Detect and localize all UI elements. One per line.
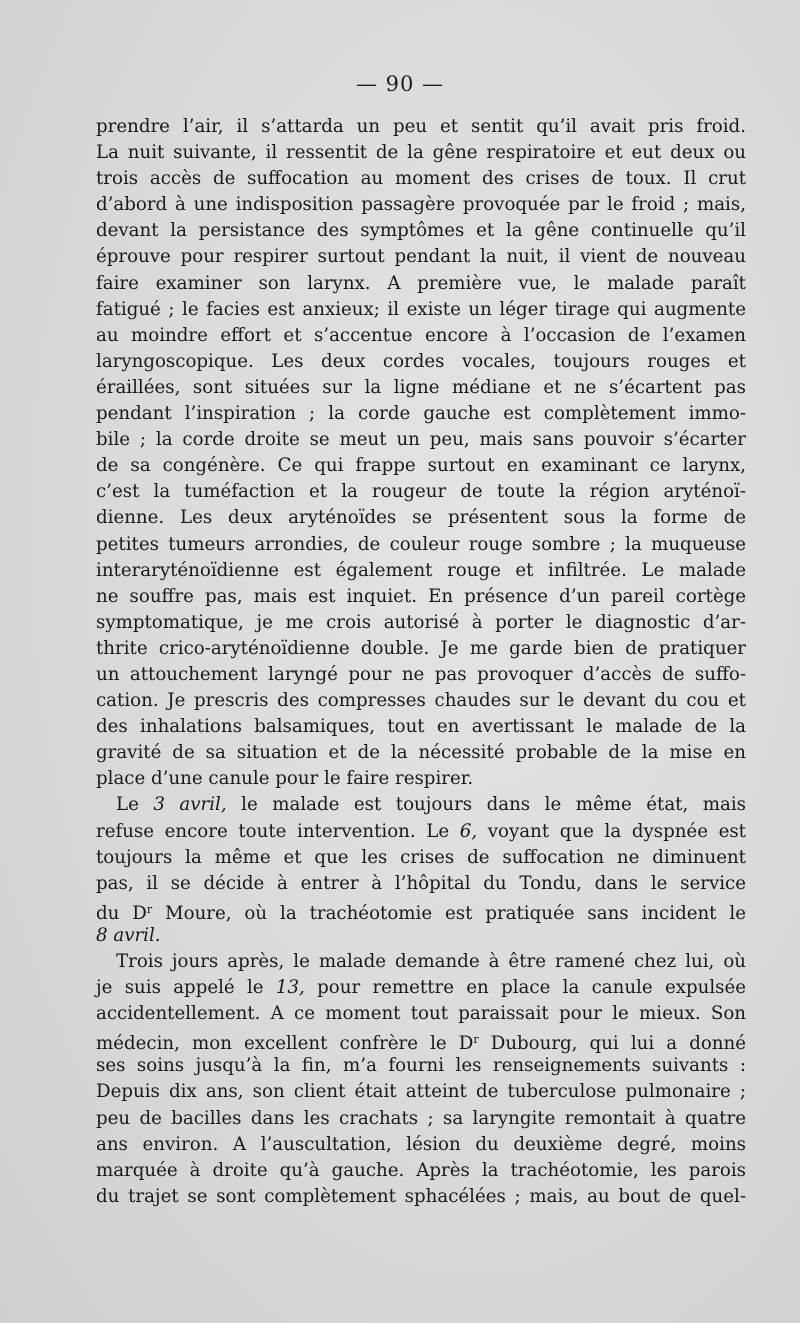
text-line [96, 662, 746, 688]
text-line [96, 792, 746, 818]
text-line-post: voyant que la dyspnée est [477, 820, 746, 842]
text-line [96, 349, 746, 375]
text-line-text: fatigué ; le facies est anxieux; il existe un léger tirage qui augmente [96, 298, 746, 320]
text-line-text: interaryténoïdienne est également rouge et infiltrée. Le malade [96, 559, 746, 581]
text-line [96, 1053, 746, 1079]
text-line-pre: Le [116, 794, 154, 816]
text-line-post: pour remettre en place la canule expulsée [304, 977, 746, 999]
text-line [96, 1001, 746, 1027]
text-line-text: dienne. Les deux aryténoïdes se présentent sous la forme de [96, 507, 746, 529]
text-line [96, 845, 746, 871]
text-line-text: ne souffre pas, mais est inquiet. En présence d’un pareil cortège [96, 585, 746, 607]
text-line [96, 192, 746, 218]
text-line [96, 610, 746, 636]
text-line [96, 479, 746, 505]
text-line [96, 271, 746, 297]
text-line [96, 140, 746, 166]
text-line [96, 244, 746, 270]
text-line-text: accidentellement. A ce moment tout paraissait pour le mieux. Son [96, 1003, 746, 1025]
text-line-pre: refuse encore toute intervention. Le [96, 820, 460, 842]
text-line [96, 297, 746, 323]
text-line [96, 897, 746, 923]
text-line [96, 740, 746, 766]
text-line-text: La nuit suivante, il ressentit de la gêne respiratoire et eut deux ou [96, 142, 746, 164]
text-line [96, 1079, 746, 1105]
text-line-sup: r [473, 1033, 479, 1047]
text-line-text: pas, il se décide à entrer à l’hôpital du Tondu, dans le service [96, 872, 746, 894]
text-line-text: petites tumeurs arrondies, de couleur rouge sombre ; la muqueuse [96, 533, 746, 555]
text-line [96, 949, 746, 975]
text-line-pre: médecin, mon excellent confrère le D [96, 1033, 474, 1055]
text-line [96, 871, 746, 897]
text-line-text: c’est la tuméfaction et la rougeur de toute la région aryténoï- [96, 481, 746, 503]
text-line-text: pendant l’inspiration ; la corde gauche est complètement immo- [96, 403, 746, 425]
text-line-em: 6, [459, 820, 478, 842]
text-line [96, 453, 746, 479]
text-line-text: laryngoscopique. Les deux cordes vocales, toujours rouges et [96, 350, 746, 372]
text-line [96, 688, 746, 714]
text-line-pre: du D [96, 902, 147, 924]
text-line [96, 1027, 746, 1053]
text-line-em_only: 8 avril. [96, 924, 161, 946]
text-line-pre: je suis appelé le [96, 977, 276, 999]
text-line-em: 3 avril, [153, 794, 227, 816]
text-line [96, 532, 746, 558]
text-line-text: Depuis dix ans, son client était atteint de tuberculose pulmonaire ; [96, 1081, 746, 1103]
text-line [96, 975, 746, 1001]
text-line [96, 1132, 746, 1158]
text-line-post: Moure, où la trachéotomie est pratiquée sans incident le [152, 902, 746, 924]
text-line-text: de sa congénère. Ce qui frappe surtout en examinant ce larynx, [96, 455, 746, 477]
text-line-pre: Trois jours après, le malade demande à être ramené chez lui, où [116, 951, 746, 972]
text-line [96, 1184, 746, 1210]
text-line-text: faire examiner son larynx. A première vue, le malade paraît [96, 272, 746, 294]
text-line-text: gravité de sa situation et de la nécessité probable de la mise en [96, 742, 746, 764]
text-line [96, 218, 746, 244]
text-line-text: symptomatique, je me crois autorisé à porter le diagnostic d’ar- [96, 611, 746, 633]
text-line [96, 1106, 746, 1132]
text-line-text: un attouchement laryngé pour ne pas provoquer d’accès de suffo- [96, 663, 746, 685]
text-line [96, 923, 746, 949]
text-line-text: marquée à droite qu’à gauche. Après la trachéotomie, les parois [96, 1159, 746, 1181]
text-line-post: le malade est toujours dans le même état, mais [226, 794, 746, 816]
text-line-text: prendre l’air, il s’attarda un peu et sentit qu’il avait pris froid. [96, 116, 746, 137]
text-line-text: ses soins jusqu’à la fin, m’a fourni les renseignements suivants : [96, 1055, 746, 1077]
body-text [96, 114, 746, 1210]
text-line-em: 13, [275, 977, 305, 999]
text-line [96, 401, 746, 427]
text-line [96, 427, 746, 453]
text-line-text: des inhalations balsamiques, tout en avertissant le malade de la [96, 716, 746, 738]
text-line-text: éprouve pour respirer surtout pendant la nuit, il vient de nouveau [96, 246, 746, 268]
text-line-text: devant la persistance des symptômes et la gêne continuelle qu’il [96, 220, 746, 242]
text-line-text: ans environ. A l’auscultation, lésion du deuxième degré, moins [96, 1133, 746, 1155]
text-line-text: place d’une canule pour le faire respirer. [96, 768, 474, 790]
text-line [96, 819, 746, 845]
text-line [96, 166, 746, 192]
text-line [96, 375, 746, 401]
text-line-text: au moindre effort et s’accentue encore à l’occasion de l’examen [96, 324, 746, 346]
text-line-text: toujours la même et que les crises de suffocation ne diminuent [96, 846, 746, 868]
text-line [96, 323, 746, 349]
text-line-text: cation. Je prescris des compresses chaudes sur le devant du cou et [96, 690, 746, 712]
text-line-text: peu de bacilles dans les crachats ; sa laryngite remontait à quatre [96, 1107, 746, 1129]
text-line-sup: r [146, 902, 153, 916]
text-line-text: bile ; la corde droite se meut un peu, mais sans pouvoir s’écarter [96, 429, 746, 451]
page-number: — 90 — [355, 72, 445, 96]
text-line-text: trois accès de suffocation au moment des crises de toux. Il crut [96, 168, 746, 190]
text-line-post: Dubourg, qui lui a donné [478, 1033, 746, 1055]
text-line [96, 766, 746, 792]
text-line [96, 584, 746, 610]
text-line [96, 1158, 746, 1184]
text-line [96, 714, 746, 740]
text-line-text: éraillées, sont situées sur la ligne médiane et ne s’écartent pas [96, 376, 746, 398]
text-line [96, 636, 746, 662]
text-line-text: d’abord à une indisposition passagère provoquée par le froid ; mais, [96, 194, 746, 216]
text-line-text: thrite crico-aryténoïdienne double. Je me garde bien de pratiquer [96, 637, 746, 659]
text-line [96, 505, 746, 531]
text-line [96, 558, 746, 584]
text-line-text: du trajet se sont complètement sphacélées ; mais, au bout de quel- [96, 1185, 746, 1207]
text-line [96, 114, 746, 140]
